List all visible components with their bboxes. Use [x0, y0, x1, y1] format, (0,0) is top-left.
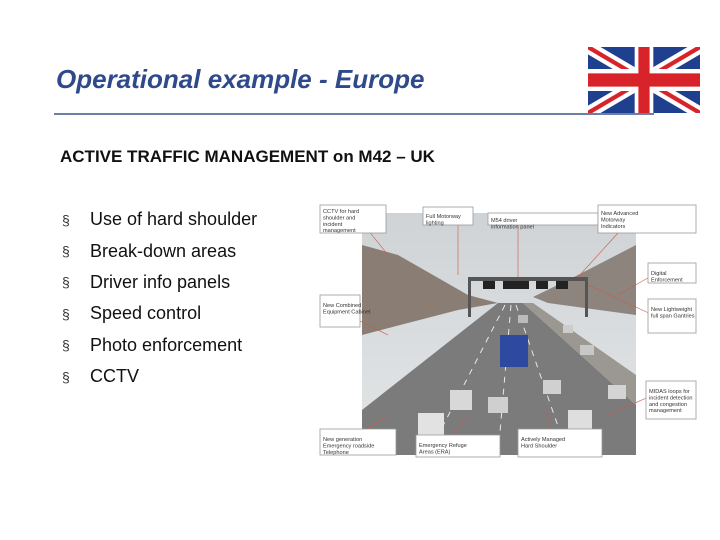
bullet-item	[62, 361, 257, 392]
slide-subtitle: ACTIVE TRAFFIC MANAGEMENT on M42 – UK	[60, 147, 435, 166]
motorway-photo	[318, 185, 698, 463]
car	[580, 345, 594, 355]
bullet-item	[62, 267, 257, 298]
callout-label-enforcement: Digital Enforcement	[651, 271, 683, 284]
car	[518, 315, 528, 323]
bullet-list	[62, 204, 257, 392]
callout-label-indicators: New Advanced Motorway Indicators	[601, 211, 639, 230]
bullet-item	[62, 298, 257, 329]
gantry-sign	[536, 281, 548, 289]
gantry-beam	[468, 277, 588, 281]
bullet-text: Driver info panels	[90, 271, 231, 292]
callout-label-m54: M54 driver information panel	[491, 218, 534, 231]
bullet-item	[62, 204, 257, 235]
bullet-text: Break-down areas	[90, 240, 237, 261]
gantry-sign	[556, 281, 568, 289]
title-divider	[54, 113, 654, 115]
truck	[500, 335, 528, 367]
callout-label-lighting: Full Motorway lighting	[426, 214, 461, 227]
car	[418, 413, 444, 435]
bullet-marker-icon: §	[62, 368, 70, 385]
slide-title: Operational example - Europe	[56, 64, 425, 94]
bullet-marker-icon: §	[62, 305, 70, 322]
gantry-sign	[503, 281, 529, 289]
gantry-post	[468, 277, 471, 317]
car	[488, 397, 508, 413]
callout-label-era: Emergency Refuge Areas (ERA)	[419, 443, 467, 456]
car	[543, 380, 561, 394]
bullet-item	[62, 235, 257, 266]
bullet-text: Speed control	[90, 303, 202, 324]
union-jack-flag-icon	[588, 47, 700, 113]
callout-label-midas: MIDAS loops for incident detection and congestion management	[649, 389, 693, 415]
gantry-post	[585, 277, 588, 317]
car	[608, 385, 626, 399]
car	[450, 390, 472, 410]
callout-label-cctv: CCTV for hard shoulder and incident management	[323, 209, 360, 235]
bullet-marker-icon: §	[62, 211, 70, 228]
car	[563, 325, 573, 333]
callout-label-telephone: New generation Emergency roadside Telephone	[323, 437, 375, 456]
callout-label-shoulder: Actively Managed Hard Shoulder	[521, 437, 566, 450]
bullet-item	[62, 330, 257, 361]
bullet-marker-icon: §	[62, 337, 70, 354]
bullet-text: Use of hard shoulder	[90, 209, 258, 230]
callout-label-gantries: New Lightweight full span Gantries	[651, 307, 695, 320]
bullet-marker-icon: §	[62, 274, 70, 291]
bullet-text: CCTV	[90, 366, 139, 387]
gantry-sign	[483, 281, 495, 289]
car	[568, 410, 592, 430]
bullet-marker-icon: §	[62, 243, 70, 260]
bullet-text: Photo enforcement	[90, 334, 243, 355]
callout-label-cabinet: New Combined Equipment Cabinet	[323, 303, 371, 316]
